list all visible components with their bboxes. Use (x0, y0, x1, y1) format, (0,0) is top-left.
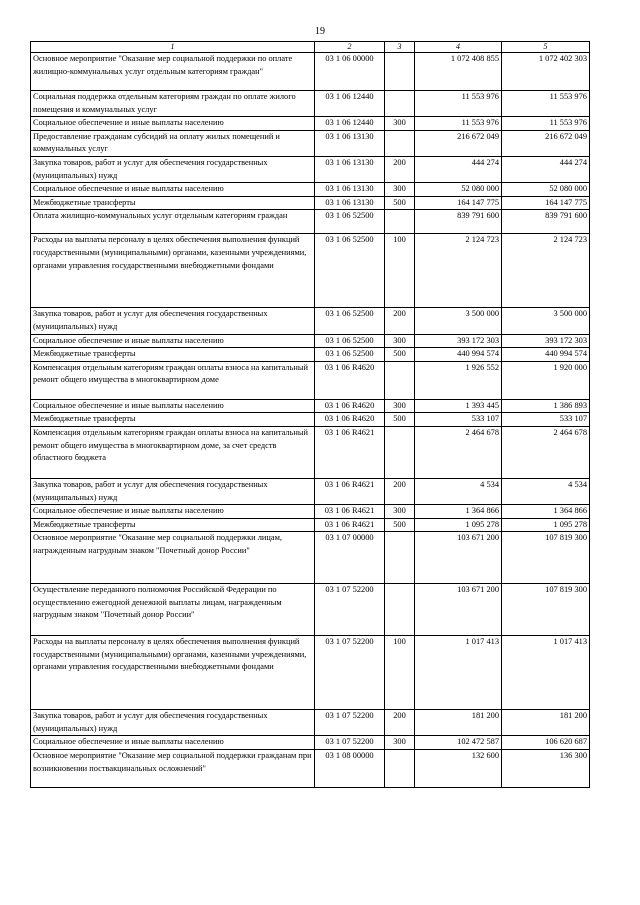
row-expense-type: 300 (385, 505, 415, 519)
row-expense-type (385, 91, 415, 117)
row-amount-col5: 52 080 000 (502, 183, 590, 197)
row-code: 03 1 06 R4620 (315, 413, 385, 427)
table-row (31, 196, 590, 210)
table-row (31, 117, 590, 131)
row-code: 03 1 08 00000 (315, 750, 385, 788)
row-amount-col5: 1 364 866 (502, 505, 590, 519)
header-col-3: 3 (385, 42, 415, 53)
row-name: Компенсация отдельным категориям граждан оплаты взноса на капитальный ремонт общего имущества в многоквартирном доме (31, 361, 315, 399)
page-number: 19 (315, 26, 325, 37)
table-row (31, 334, 590, 348)
row-amount-col4: 103 671 200 (415, 584, 502, 636)
row-code: 03 1 06 13130 (315, 156, 385, 182)
row-amount-col5: 1 095 278 (502, 518, 590, 532)
row-code: 03 1 06 13130 (315, 196, 385, 210)
row-name: Основное мероприятие "Оказание мер социальной поддержки гражданам при возникновении поствакцинальных осложнений" (31, 750, 315, 788)
row-amount-col4: 4 534 (415, 478, 502, 504)
table-row (31, 505, 590, 519)
row-code: 03 1 06 00000 (315, 53, 385, 91)
row-expense-type: 200 (385, 156, 415, 182)
row-name: Расходы на выплаты персоналу в целях обеспечения выполнения функций государственными (муниципальными) органами, казенными учреждениями, органами управления государственными внебюджетными фондами (31, 636, 315, 710)
row-code: 03 1 06 52500 (315, 234, 385, 308)
row-code: 03 1 06 52500 (315, 308, 385, 334)
row-amount-col4: 440 994 574 (415, 348, 502, 362)
row-name: Оплата жилищно-коммунальных услуг отдельным категориям граждан (31, 210, 315, 234)
row-amount-col5: 164 147 775 (502, 196, 590, 210)
row-amount-col5: 444 274 (502, 156, 590, 182)
header-col-1: 1 (31, 42, 315, 53)
row-amount-col4: 102 472 587 (415, 736, 502, 750)
row-amount-col4: 11 553 976 (415, 117, 502, 131)
row-expense-type: 200 (385, 478, 415, 504)
row-name: Предоставление гражданам субсидий на оплату жилых помещений и коммунальных услуг (31, 130, 315, 156)
row-amount-col5: 106 620 687 (502, 736, 590, 750)
row-amount-col5: 4 534 (502, 478, 590, 504)
row-amount-col4: 216 672 049 (415, 130, 502, 156)
row-code: 03 1 06 13130 (315, 183, 385, 197)
table-row (31, 130, 590, 156)
row-amount-col4: 103 671 200 (415, 532, 502, 584)
row-name: Межбюджетные трансферты (31, 413, 315, 427)
table-row (31, 234, 590, 308)
row-name: Закупка товаров, работ и услуг для обеспечения государственных (муниципальных) нужд (31, 478, 315, 504)
row-expense-type (385, 532, 415, 584)
row-name: Социальная поддержка отдельным категориям граждан по оплате жилого помещения и коммунальных услуг (31, 91, 315, 117)
table-row (31, 750, 590, 788)
row-expense-type: 300 (385, 334, 415, 348)
row-code: 03 1 06 52500 (315, 334, 385, 348)
table-row (31, 348, 590, 362)
row-code: 03 1 06 R4621 (315, 505, 385, 519)
table-row (31, 361, 590, 399)
row-amount-col4: 132 600 (415, 750, 502, 788)
table-row (31, 308, 590, 334)
table-row (31, 736, 590, 750)
row-amount-col4: 1 926 552 (415, 361, 502, 399)
row-expense-type: 100 (385, 234, 415, 308)
row-name: Осуществление переданного полномочия Российской Федерации по осуществлению ежегодной денежной выплаты лицам, награжденным нагрудным знаком "Почетный донор России" (31, 584, 315, 636)
table-row (31, 636, 590, 710)
row-amount-col5: 216 672 049 (502, 130, 590, 156)
row-expense-type: 100 (385, 636, 415, 710)
row-expense-type (385, 750, 415, 788)
row-amount-col5: 440 994 574 (502, 348, 590, 362)
row-amount-col4: 1 364 866 (415, 505, 502, 519)
table-row (31, 478, 590, 504)
table-row (31, 399, 590, 413)
row-amount-col5: 11 553 976 (502, 117, 590, 131)
row-code: 03 1 06 R4621 (315, 518, 385, 532)
row-amount-col4: 11 553 976 (415, 91, 502, 117)
row-amount-col4: 1 393 445 (415, 399, 502, 413)
header-col-2: 2 (315, 42, 385, 53)
row-name: Социальное обеспечение и иные выплаты населению (31, 505, 315, 519)
row-amount-col4: 533 107 (415, 413, 502, 427)
row-name: Межбюджетные трансферты (31, 518, 315, 532)
row-amount-col4: 164 147 775 (415, 196, 502, 210)
row-amount-col4: 2 124 723 (415, 234, 502, 308)
row-amount-col5: 1 920 000 (502, 361, 590, 399)
row-amount-col5: 136 300 (502, 750, 590, 788)
row-amount-col4: 181 200 (415, 710, 502, 736)
row-name: Социальное обеспечение и иные выплаты населению (31, 399, 315, 413)
row-expense-type (385, 210, 415, 234)
row-expense-type (385, 53, 415, 91)
budget-table (30, 41, 590, 788)
table-row (31, 53, 590, 91)
row-code: 03 1 06 13130 (315, 130, 385, 156)
row-code: 03 1 07 52200 (315, 636, 385, 710)
table-row (31, 426, 590, 478)
row-expense-type (385, 130, 415, 156)
row-expense-type: 300 (385, 117, 415, 131)
row-expense-type: 200 (385, 308, 415, 334)
row-amount-col5: 1 072 402 303 (502, 53, 590, 91)
table-row (31, 413, 590, 427)
header-col-4: 4 (415, 42, 502, 53)
row-amount-col5: 2 124 723 (502, 234, 590, 308)
table-row (31, 710, 590, 736)
row-expense-type (385, 361, 415, 399)
row-expense-type: 300 (385, 736, 415, 750)
table-row (31, 532, 590, 584)
row-amount-col4: 3 500 000 (415, 308, 502, 334)
row-amount-col5: 533 107 (502, 413, 590, 427)
row-name: Социальное обеспечение и иные выплаты населению (31, 334, 315, 348)
table-row (31, 518, 590, 532)
row-expense-type: 500 (385, 348, 415, 362)
row-name: Закупка товаров, работ и услуг для обеспечения государственных (муниципальных) нужд (31, 156, 315, 182)
row-code: 03 1 07 52200 (315, 710, 385, 736)
row-amount-col5: 3 500 000 (502, 308, 590, 334)
row-amount-col5: 2 464 678 (502, 426, 590, 478)
row-name: Расходы на выплаты персоналу в целях обеспечения выполнения функций государственными (муниципальными) органами, казенными учреждениями, органами управления государственными внебюджетными фондами (31, 234, 315, 308)
row-code: 03 1 06 R4621 (315, 426, 385, 478)
row-amount-col4: 839 791 600 (415, 210, 502, 234)
row-name: Основное мероприятие "Оказание мер социальной поддержки лицам, награжденным нагрудным знаком "Почетный донор России" (31, 532, 315, 584)
table-row (31, 210, 590, 234)
row-expense-type: 500 (385, 413, 415, 427)
table-row (31, 183, 590, 197)
row-name: Межбюджетные трансферты (31, 196, 315, 210)
header-col-5: 5 (502, 42, 590, 53)
table-row (31, 91, 590, 117)
row-amount-col4: 52 080 000 (415, 183, 502, 197)
row-amount-col4: 444 274 (415, 156, 502, 182)
row-amount-col5: 393 172 303 (502, 334, 590, 348)
row-amount-col4: 393 172 303 (415, 334, 502, 348)
row-expense-type (385, 426, 415, 478)
row-code: 03 1 06 12440 (315, 91, 385, 117)
row-amount-col4: 1 017 413 (415, 636, 502, 710)
table-row (31, 584, 590, 636)
row-name: Межбюджетные трансферты (31, 348, 315, 362)
row-amount-col5: 107 819 300 (502, 532, 590, 584)
row-name: Закупка товаров, работ и услуг для обеспечения государственных (муниципальных) нужд (31, 710, 315, 736)
row-name: Основное мероприятие "Оказание мер социальной поддержки по оплате жилищно-коммунальных услуг отдельным категориям граждан" (31, 53, 315, 91)
row-code: 03 1 06 R4621 (315, 478, 385, 504)
row-name: Социальное обеспечение и иные выплаты населению (31, 117, 315, 131)
row-expense-type: 500 (385, 196, 415, 210)
row-amount-col4: 2 464 678 (415, 426, 502, 478)
row-amount-col4: 1 072 408 855 (415, 53, 502, 91)
row-expense-type: 300 (385, 183, 415, 197)
row-name: Социальное обеспечение и иные выплаты населению (31, 736, 315, 750)
row-code: 03 1 07 52200 (315, 584, 385, 636)
row-name: Закупка товаров, работ и услуг для обеспечения государственных (муниципальных) нужд (31, 308, 315, 334)
row-expense-type: 200 (385, 710, 415, 736)
table-row (31, 156, 590, 182)
row-code: 03 1 06 12440 (315, 117, 385, 131)
row-code: 03 1 07 52200 (315, 736, 385, 750)
row-amount-col5: 181 200 (502, 710, 590, 736)
row-amount-col5: 1 386 893 (502, 399, 590, 413)
row-amount-col5: 1 017 413 (502, 636, 590, 710)
row-code: 03 1 06 R4620 (315, 361, 385, 399)
row-name: Компенсация отдельным категориям граждан оплаты взноса на капитальный ремонт общего имущества в многоквартирном доме, за счет средств областного бюджета (31, 426, 315, 478)
row-code: 03 1 06 52500 (315, 210, 385, 234)
row-amount-col4: 1 095 278 (415, 518, 502, 532)
header-row (31, 42, 590, 53)
row-amount-col5: 107 819 300 (502, 584, 590, 636)
row-expense-type: 300 (385, 399, 415, 413)
row-code: 03 1 07 00000 (315, 532, 385, 584)
row-code: 03 1 06 52500 (315, 348, 385, 362)
row-expense-type (385, 584, 415, 636)
row-name: Социальное обеспечение и иные выплаты населению (31, 183, 315, 197)
row-amount-col5: 839 791 600 (502, 210, 590, 234)
row-amount-col5: 11 553 976 (502, 91, 590, 117)
row-code: 03 1 06 R4620 (315, 399, 385, 413)
row-expense-type: 500 (385, 518, 415, 532)
